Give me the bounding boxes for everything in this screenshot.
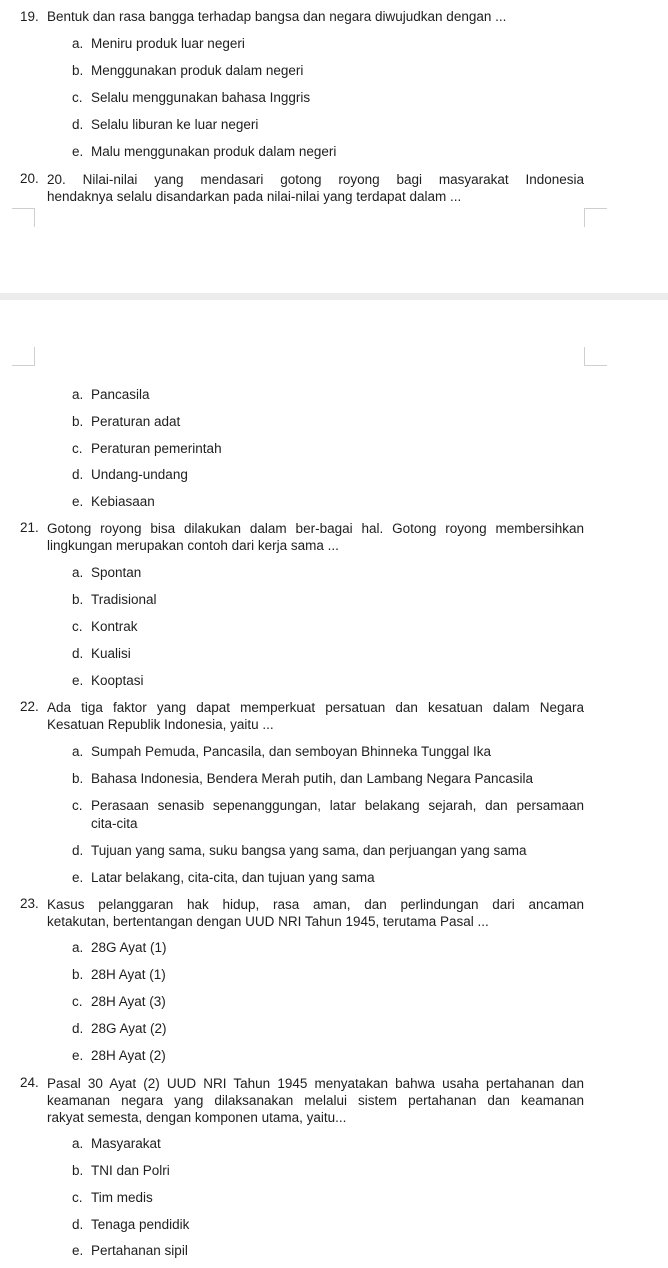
question-22-number: 22. bbox=[20, 699, 39, 714]
option-22-c[interactable]: c. Perasaan senasib sepenanggungan, latar belakang sejarah, dan persamaan cita-cita bbox=[72, 798, 584, 831]
option-19-e[interactable]: e. Malu menggunakan produk dalam negeri bbox=[72, 144, 337, 159]
question-21-text: Gotong royong bisa dilakukan dalam ber-bagai hal. Gotong royong membersihkan lingkungan merupakan contoh dari kerja sama ... bbox=[47, 521, 584, 553]
option-23-d[interactable]: d. 28G Ayat (2) bbox=[72, 1021, 167, 1036]
crop-mark-bottom-right bbox=[584, 347, 607, 366]
option-19-b[interactable]: b. Menggunakan produk dalam negeri bbox=[72, 63, 304, 78]
option-19-c[interactable]: c. Selalu menggunakan bahasa Inggris bbox=[72, 90, 311, 105]
option-24-b[interactable]: b. TNI dan Polri bbox=[72, 1163, 170, 1178]
question-20-number: 20. bbox=[20, 171, 39, 186]
question-19-number: 19. bbox=[20, 9, 39, 24]
option-20-d[interactable]: d. Undang-undang bbox=[72, 467, 188, 482]
option-21-b[interactable]: b. Tradisional bbox=[72, 592, 157, 607]
option-21-a[interactable]: a. Spontan bbox=[72, 565, 142, 580]
option-19-d[interactable]: d. Selalu liburan ke luar negeri bbox=[72, 117, 259, 132]
option-24-a[interactable]: a. Masyarakat bbox=[72, 1136, 161, 1151]
question-23-text: Kasus pelanggaran hak hidup, rasa aman, dan perlindungan dari ancaman ketakutan, bertentangan dengan UUD NRI Tahun 1945, terutama Pasal ... bbox=[47, 897, 584, 929]
crop-mark-top-left bbox=[12, 208, 35, 227]
question-20-text: 20. Nilai-nilai yang mendasari gotong royong bagi masyarakat Indonesia hendaknya selalu disandarkan pada nilai-nilai yang terdapat dalam ... bbox=[47, 172, 584, 204]
question-19-text: Bentuk dan rasa bangga terhadap bangsa dan negara diwujudkan dengan ... bbox=[47, 9, 507, 24]
question-23-number: 23. bbox=[20, 896, 39, 911]
option-22-a[interactable]: a. Sumpah Pemuda, Pancasila, dan semboyan Bhinneka Tunggal Ika bbox=[72, 744, 492, 759]
option-21-c[interactable]: c. Kontrak bbox=[72, 619, 138, 634]
option-23-a[interactable]: a. 28G Ayat (1) bbox=[72, 940, 167, 955]
option-22-b[interactable]: b. Bahasa Indonesia, Bendera Merah putih, dan Lambang Negara Pancasila bbox=[72, 771, 534, 786]
option-22-d[interactable]: d. Tujuan yang sama, suku bangsa yang sama, dan perjuangan yang sama bbox=[72, 843, 527, 858]
option-20-a[interactable]: a. Pancasila bbox=[72, 387, 150, 402]
option-21-e[interactable]: e. Kooptasi bbox=[72, 673, 144, 688]
option-20-e[interactable]: e. Kebiasaan bbox=[72, 494, 155, 509]
question-21-number: 21. bbox=[20, 520, 39, 535]
option-24-e[interactable]: e. Pertahanan sipil bbox=[72, 1243, 188, 1258]
option-19-a[interactable]: a. Meniru produk luar negeri bbox=[72, 36, 245, 51]
option-23-c[interactable]: c. 28H Ayat (3) bbox=[72, 994, 166, 1009]
crop-mark-top-right bbox=[584, 208, 607, 227]
question-22-text: Ada tiga faktor yang dapat memperkuat persatuan dan kesatuan dalam Negara Kesatuan Republik Indonesia, yaitu ... bbox=[47, 700, 584, 732]
option-21-d[interactable]: d. Kualisi bbox=[72, 646, 131, 661]
option-20-c[interactable]: c. Peraturan pemerintah bbox=[72, 441, 222, 456]
question-24-number: 24. bbox=[20, 1075, 39, 1090]
option-23-b[interactable]: b. 28H Ayat (1) bbox=[72, 967, 166, 982]
option-23-e[interactable]: e. 28H Ayat (2) bbox=[72, 1048, 166, 1063]
option-24-c[interactable]: c. Tim medis bbox=[72, 1190, 153, 1205]
question-24-text: Pasal 30 Ayat (2) UUD NRI Tahun 1945 menyatakan bahwa usaha pertahanan dan keamanan negara yang dilaksanakan melalui sistem pertahanan dan keamanan rakyat semesta, dengan komponen utama, yaitu... bbox=[47, 1076, 584, 1125]
page-separator bbox=[0, 293, 668, 300]
option-20-b[interactable]: b. Peraturan adat bbox=[72, 414, 181, 429]
option-22-e[interactable]: e. Latar belakang, cita-cita, dan tujuan yang sama bbox=[72, 870, 375, 885]
option-24-d[interactable]: d. Tenaga pendidik bbox=[72, 1217, 190, 1232]
crop-mark-bottom-left bbox=[12, 347, 35, 366]
